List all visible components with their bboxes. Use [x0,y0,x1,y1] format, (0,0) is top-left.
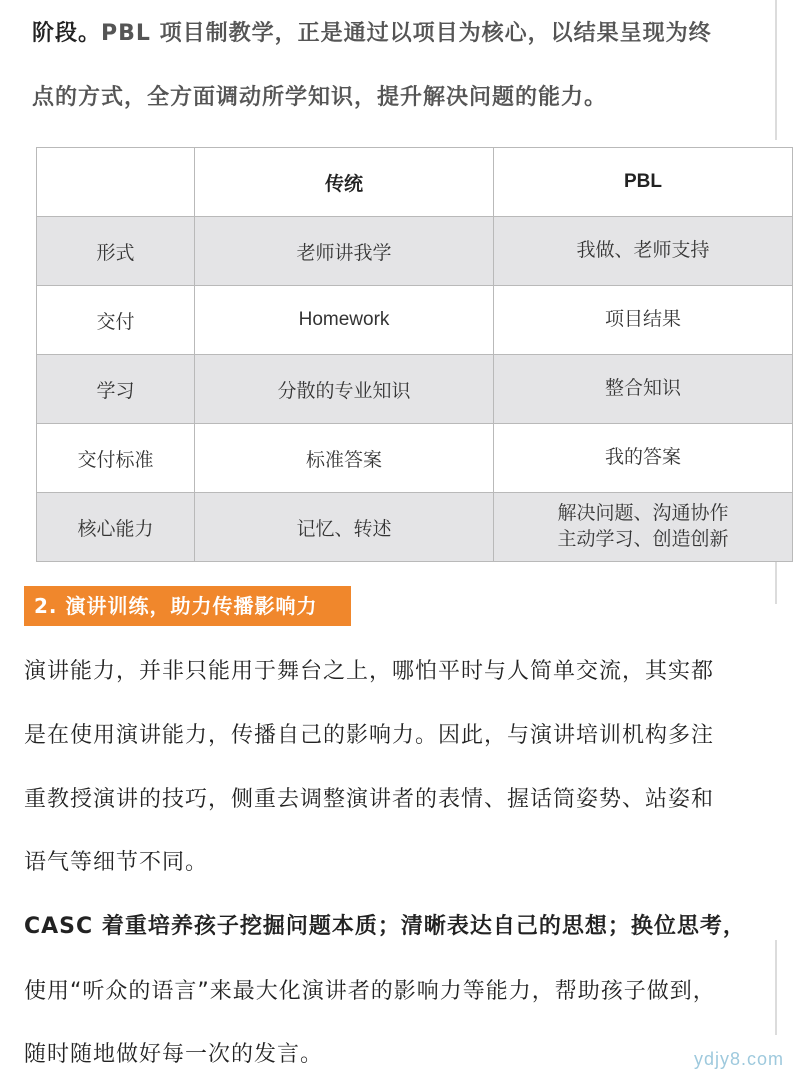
pbl-cell [494,286,793,355]
intro-lead: 阶段。 [32,21,102,46]
pbl-cell-line: 主动学习、创造创新 [557,529,729,550]
body-line: 使用“听众的语言”来最大化演讲者的影响力等能力，帮助孩子做到， [24,979,716,1004]
table-row [37,424,793,493]
traditional-cell: 标准答案 [195,424,494,493]
row-label: 交付 [37,286,195,355]
pbl-cell-line: 项目结果 [604,309,681,330]
traditional-cell: 老师讲我学 [195,217,494,286]
body-line: 是在使用演讲能力，传播自己的影响力。因此，与演讲培训机构多注 [24,723,715,748]
header-cell-empty [37,148,195,217]
table-row [37,217,793,286]
table-row [37,493,793,562]
intro-rest: PBL 项目制教学，正是通过以项目为核心，以结果呈现为终 [101,21,712,46]
right-edge-rule-top [775,0,777,140]
table-row [37,286,793,355]
pbl-cell-line: 解决问题、沟通协作 [557,503,729,524]
body-line: 语气等细节不同。 [24,850,209,875]
table-header-row [37,148,793,217]
pbl-cell [494,355,793,424]
row-label: 核心能力 [37,493,195,562]
section-heading-badge: 2. 演讲训练，助力传播影响力 [24,586,351,626]
pbl-cell [494,493,793,562]
row-label: 交付标准 [37,424,195,493]
right-edge-rule-mid [775,560,777,604]
pbl-cell-line: 整合知识 [604,378,681,399]
pbl-cell [494,217,793,286]
pbl-cell-line: 我的答案 [604,447,681,468]
intro-line-1 [32,19,712,49]
site-watermark: ydjy8.com [694,1049,785,1069]
header-cell-pbl: PBL [494,148,793,217]
pbl-cell-line: 我做、老师支持 [576,240,710,261]
traditional-cell: 分散的专业知识 [195,355,494,424]
right-edge-rule-bottom [775,940,777,1035]
table-row [37,355,793,424]
pbl-cell [494,424,793,493]
comparison-table [36,147,793,562]
body-bold-line: CASC 着重培养孩子挖掘问题本质；清晰表达自己的思想；换位思考， [24,914,746,939]
body-line: 重教授演讲的技巧，侧重去调整演讲者的表情、握话筒姿势、站姿和 [24,787,715,812]
row-label: 形式 [37,217,195,286]
intro-line-2: 点的方式，全方面调动所学知识，提升解决问题的能力。 [32,85,608,110]
body-line: 随时随地做好每一次的发言。 [24,1042,324,1067]
traditional-cell: 记忆、转述 [195,493,494,562]
header-cell-traditional: 传统 [195,148,494,217]
body-line: 演讲能力，并非只能用于舞台之上，哪怕平时与人简单交流，其实都 [24,659,715,684]
traditional-cell: Homework [195,286,494,355]
row-label: 学习 [37,355,195,424]
